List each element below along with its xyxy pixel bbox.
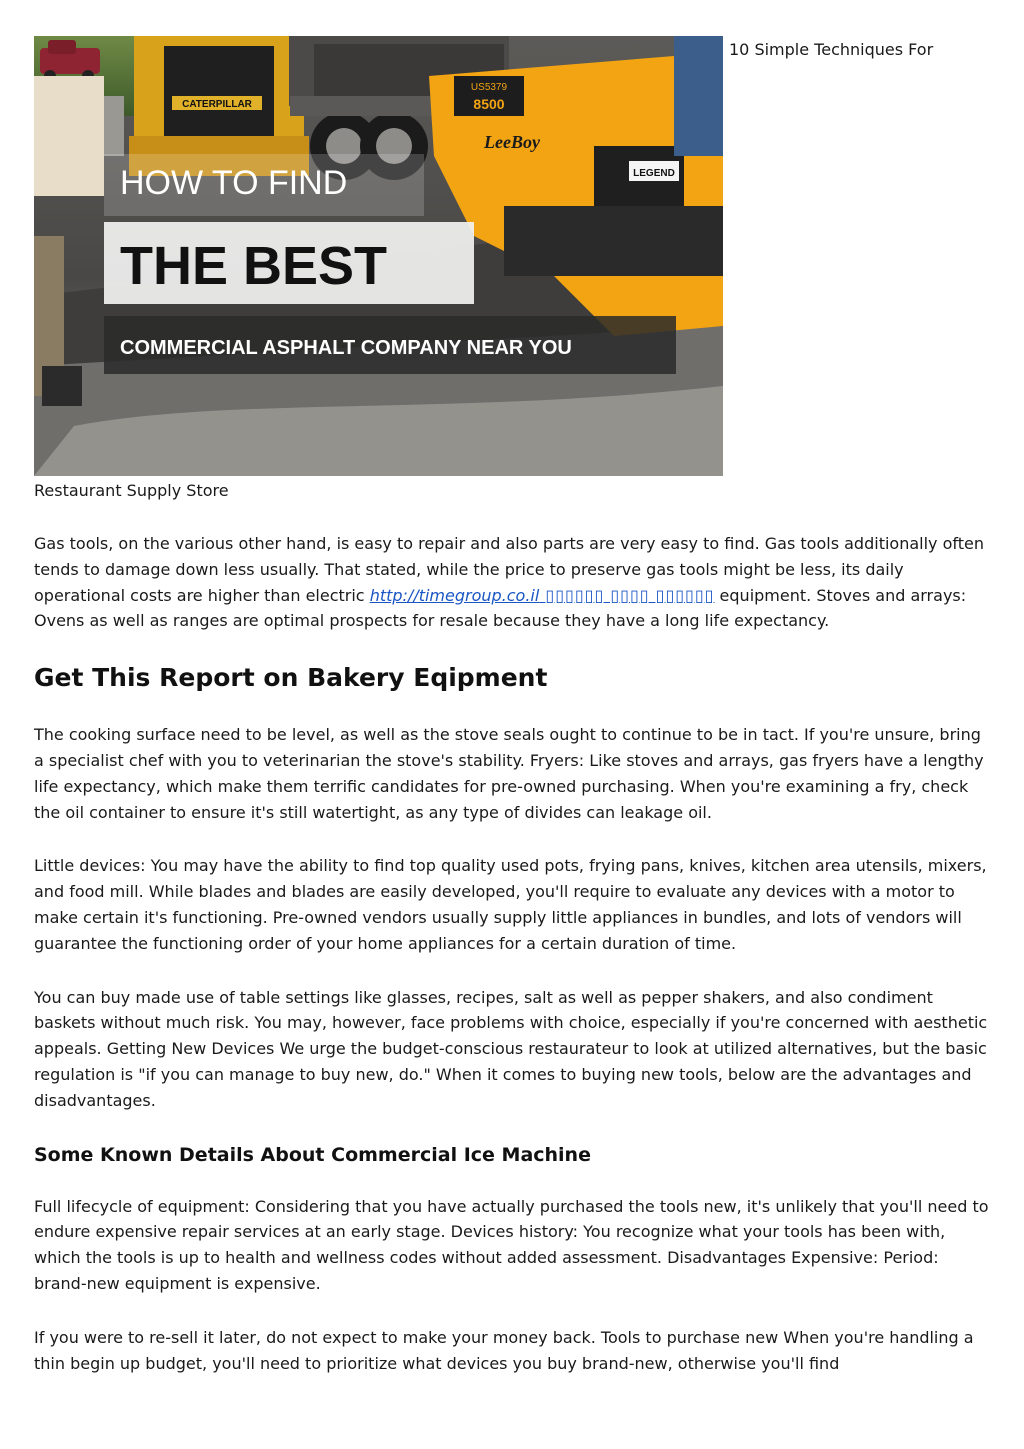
paragraph-1-text-after: equipment. Stoves and arrays: Ovens as well as ranges are optimal prospects for resale because they have a long life expectancy.	[34, 585, 967, 631]
hero-title-line3: COMMERCIAL ASPHALT COMPANY NEAR YOU	[120, 337, 572, 359]
asphalt-paving-photo	[34, 36, 723, 476]
hero-title-line2: THE BEST	[120, 236, 388, 296]
hero-title-line1: HOW TO FIND	[120, 164, 348, 202]
paragraph-1	[34, 531, 994, 634]
image-caption: Restaurant Supply Store	[34, 481, 229, 500]
caterpillar-text: CATERPILLAR	[182, 99, 252, 110]
timegroup-link-url: http://timegroup.co.il	[369, 585, 540, 605]
section-heading-bakery: Get This Report on Bakery Eqipment	[34, 663, 548, 693]
leeboy-text: LeeBoy	[484, 132, 540, 152]
section-heading-ice-machine: Some Known Details About Commercial Ice Machine	[34, 1143, 591, 1166]
paragraph-6: If you were to re-sell it later, do not expect to make your money back. Tools to purchase new When you're handling a thin begin up budget, you'll need to prioritize what devices you buy brand-new, otherwise you'll find	[34, 1327, 974, 1373]
timegroup-link-tail: ▯▯▯▯▯▯ ▯▯▯▯ ▯▯▯▯▯▯	[539, 585, 715, 605]
legend-plate-text: LEGEND	[633, 168, 675, 179]
article-content	[34, 478, 994, 1404]
paragraph-5: Full lifecycle of equipment: Considering that you have actually purchased the tools new, it's unlikely that you'll need to endure expensive repair services at an early stage. Devices history: You recognize what your tools has been with, which the tools is up to health and wellness codes without added assessment. Disadvantages Expensive: Period: brand-new equipment is expensive.	[34, 1196, 989, 1293]
side-caption: 10 Simple Techniques For	[729, 40, 934, 59]
truck-id-text: US5379	[470, 82, 508, 93]
paragraph-1-text-before: Gas tools, on the various other hand, is easy to repair and also parts are very easy to find. Gas tools additionally often tends to damage down less usually. That stated, while the price to preserve gas tools might be less, its daily operational costs are higher than electric	[34, 534, 984, 605]
model-number-text: 8500	[473, 96, 505, 112]
paragraph-2: The cooking surface need to be level, as well as the stove seals ought to continue to be in tact. If you're unsure, bring a specialist chef with you to veterinarian the stove's stability. Fryers: Like stoves and arrays, gas fryers have a lengthy life expectancy, which make them terrific candidates for pre-owned purchasing. When you're examining a fry, check the oil container to ensure it's still watertight, as any type of divides can leakage oil.	[34, 725, 984, 822]
timegroup-link[interactable]	[370, 586, 715, 605]
hero-image	[34, 36, 723, 476]
paragraph-4: You can buy made use of table settings like glasses, recipes, salt as well as pepper shakers, and also condiment baskets without much risk. You may, however, face problems with choice, especially if you're concerned with aesthetic appeals. Getting New Devices We urge the budget-conscious restaurateur to look at utilized alternatives, but the basic regulation is "if you can manage to buy new, do." When it comes to buying new tools, below are the advantages and disadvantages.	[34, 987, 988, 1110]
paragraph-3: Little devices: You may have the ability to find top quality used pots, frying pans, knives, kitchen area utensils, mixers, and food mill. While blades and blades are easily developed, you'll require to evaluate any devices with a motor to make certain it's functioning. Pre-owned vendors usually supply little appliances in bundles, and lots of vendors will guarantee the functioning order of your home appliances for a certain duration of time.	[34, 856, 987, 953]
